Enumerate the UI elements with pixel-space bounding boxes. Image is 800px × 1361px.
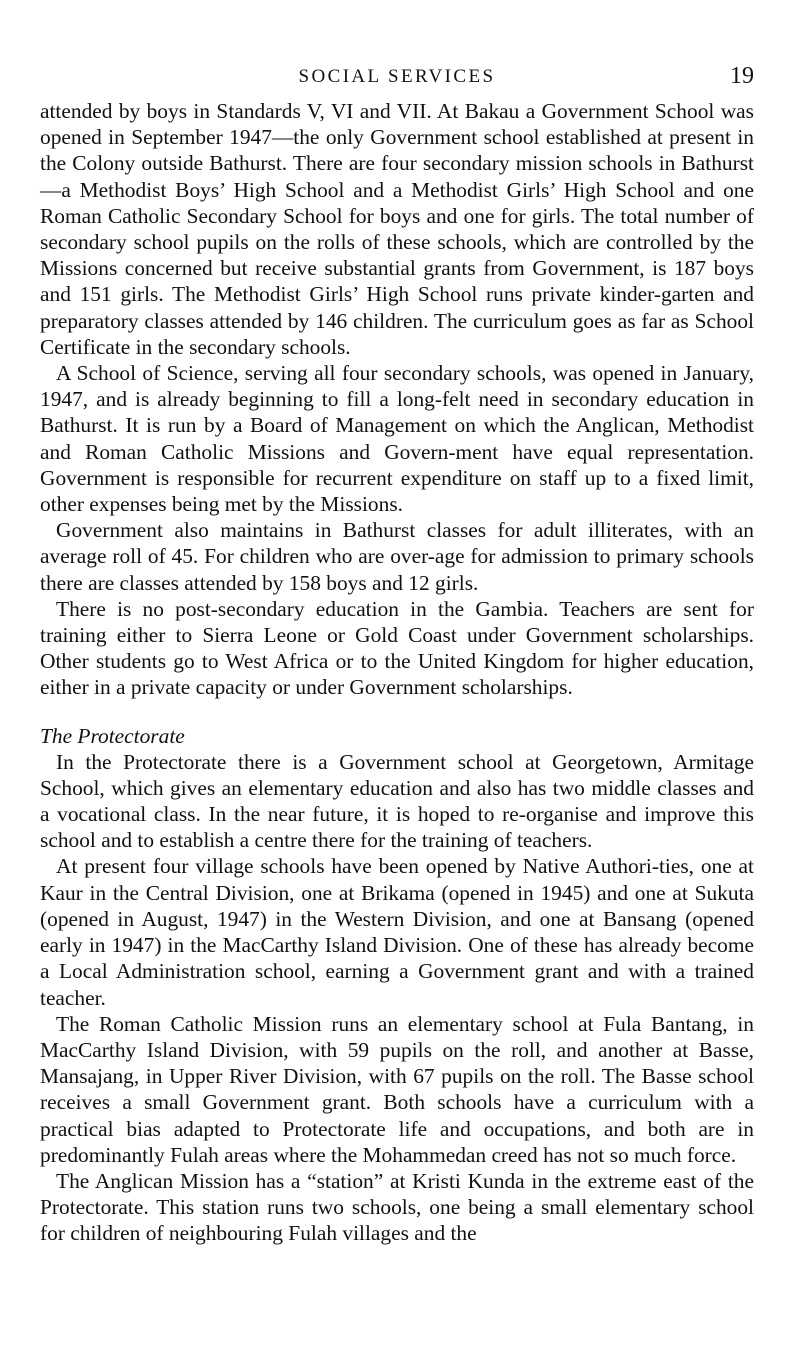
- running-header: [40, 63, 754, 94]
- paragraph-roman-catholic-mission: The Roman Catholic Mission runs an elementary school at Fula Bantang, in MacCarthy Island Division, with 59 pupils on the roll, and another at Basse, Mansajang, in Upper River Division, with 67 pupils on the roll. The Basse school receives a small Government grant. Both schools have a curriculum with a practical bias adapted to Protectorate life and occupations, and both are in predominantly Fulah areas where the Mohammedan creed has not so much force.: [40, 1011, 754, 1167]
- paragraph-secondary-schools: attended by boys in Standards V, VI and VII. At Bakau a Government School was opened in September 1947—the only Government school established at present in the Colony outside Bathurst. There are four secondary mission schools in Bathurst—a Methodist Boys’ High School and a Methodist Girls’ High School and one Roman Catholic Secondary School for boys and one for girls. The total number of secondary school pupils on the rolls of these schools, which are controlled by the Missions concerned but receive substantial grants from Government, is 187 boys and 151 girls. The Methodist Girls’ High School runs private kinder-garten and preparatory classes attended by 146 children. The curriculum goes as far as School Certificate in the secondary schools.: [40, 99, 754, 359]
- page-number: 19: [730, 63, 754, 89]
- body-text: [40, 98, 754, 1247]
- running-title: SOCIAL SERVICES: [298, 66, 496, 87]
- section-heading-protectorate: The Protectorate: [40, 723, 185, 748]
- paragraph-school-of-science: A School of Science, serving all four secondary schools, was opened in January, 1947, and is already beginning to fill a long-felt need in secondary education in Bathurst. It is run by a Board of Management on which the Anglican, Methodist and Roman Catholic Missions and Govern-ment have equal representation. Government is responsible for recurrent expenditure on staff up to a fixed limit, other expenses being met by the Missions.: [40, 361, 754, 517]
- paragraph-post-secondary: There is no post-secondary education in the Gambia. Teachers are sent for training either to Sierra Leone or Gold Coast under Government scholarships. Other students go to West Africa or to the United Kingdom for higher education, either in a private capacity or under Government scholarships.: [40, 596, 754, 700]
- paragraph-adult-classes: Government also maintains in Bathurst classes for adult illiterates, with an average roll of 45. For children who are over-age for admission to primary schools there are classes attended by 158 boys and 12 girls.: [40, 518, 754, 595]
- paragraph-georgetown-school: In the Protectorate there is a Government school at Georgetown, Armitage School, which gives an elementary education and also has two middle classes and a vocational class. In the near future, it is hoped to re-organise and improve this school and to establish a centre there for the training of teachers.: [40, 749, 754, 853]
- paragraph-anglican-mission: The Anglican Mission has a “station” at Kristi Kunda in the extreme east of the Protectorate. This station runs two schools, one being a small elementary school for children of neighbouring Fulah villages and the: [40, 1168, 754, 1246]
- paragraph-village-schools: At present four village schools have been opened by Native Authori-ties, one at Kaur in the Central Division, one at Brikama (opened in 1945) and one at Sukuta (opened in August, 1947) in the Western Division, and one at Bansang (opened early in 1947) in the MacCarthy Island Division. One of these has already become a Local Administration school, earning a Government grant and with a trained teacher.: [40, 854, 754, 1010]
